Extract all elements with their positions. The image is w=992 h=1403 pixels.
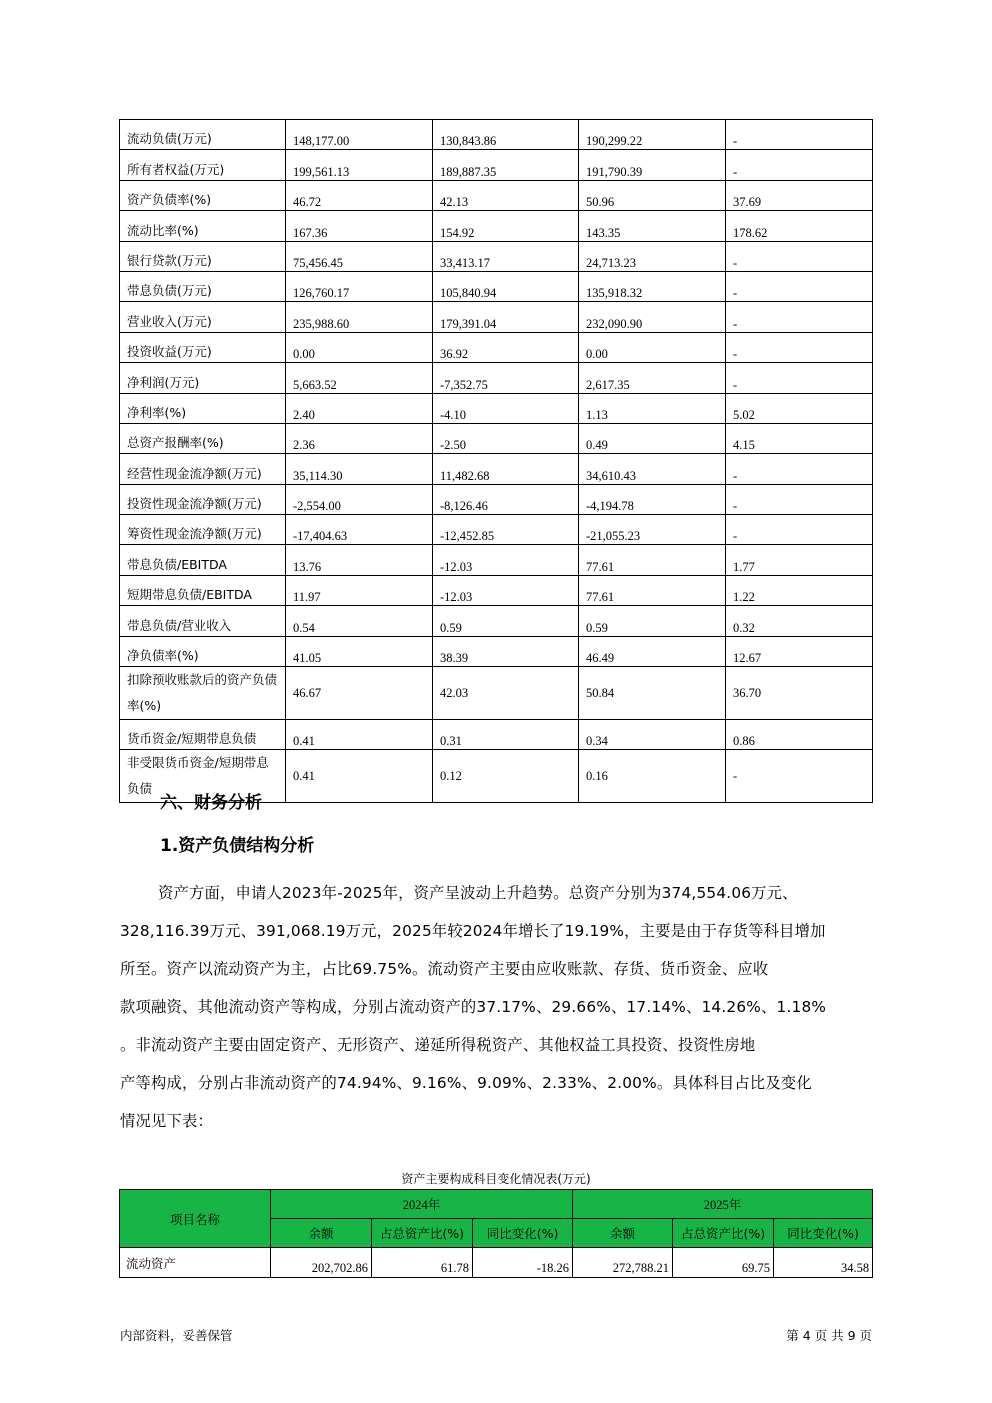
row-label: 投资收益(万元) [120,332,286,362]
row-label: 带息负债/EBITDA [120,545,286,575]
cell-value: 2.36 [286,423,433,453]
cell-value: -12,452.85 [433,515,579,545]
cell-value: 12.67 [726,636,873,666]
cell-value: 46.67 [286,667,433,720]
row-label: 流动资产 [120,1248,271,1278]
cell-value: 77.61 [579,545,726,575]
cell-value: -7,352.75 [433,363,579,393]
cell-value: 1.77 [726,545,873,575]
table-row [120,720,873,750]
cell-value: - [726,363,873,393]
table-row [120,454,873,484]
cell-value: 0.34 [579,720,726,750]
year-header: 2025年 [573,1190,873,1219]
row-label: 投资性现金流净额(万元) [120,484,286,514]
cell-value: - [726,454,873,484]
cell-value: 105,840.94 [433,271,579,301]
row-label: 营业收入(万元) [120,302,286,332]
row-label: 银行贷款(万元) [120,241,286,271]
cell-value: 37.69 [726,180,873,210]
cell-value: 189,887.35 [433,150,579,180]
table-row [120,606,873,636]
cell-value: 50.84 [579,667,726,720]
cell-value: 0.49 [579,423,726,453]
cell-value: 135,918.32 [579,271,726,301]
cell-value: 11,482.68 [433,454,579,484]
cell-value: 5.02 [726,393,873,423]
cell-value: 69.75 [673,1248,774,1278]
table-row [120,636,873,666]
table-caption: 资产主要构成科目变化情况表(万元) [401,1172,591,1186]
cell-value: 41.05 [286,636,433,666]
indicator-table [119,119,873,803]
cell-value: 178.62 [726,211,873,241]
cell-value: 232,090.90 [579,302,726,332]
row-label: 资产负债率(%) [120,180,286,210]
yoy-header: 同比变化(%) [473,1219,573,1248]
cell-value: 0.86 [726,720,873,750]
cell-value: 36.92 [433,332,579,362]
cell-value: 0.16 [579,750,726,803]
table-row [120,545,873,575]
row-label: 筹资性现金流净额(万元) [120,515,286,545]
cell-value: 0.59 [579,606,726,636]
paragraph-line: 328,116.39万元、391,068.19万元，2025年较2024年增长了19.19%，主要是由于存货等科目增加 [120,922,826,940]
cell-value: - [726,271,873,301]
row-label: 净利润(万元) [120,363,286,393]
cell-value: 0.54 [286,606,433,636]
cell-value: - [726,302,873,332]
cell-value: -2.50 [433,423,579,453]
table-row [120,302,873,332]
cell-value: 34.58 [774,1248,873,1278]
cell-value: 0.59 [433,606,579,636]
cell-value: 5,663.52 [286,363,433,393]
share-header: 占总资产比(%) [372,1219,473,1248]
asset-composition-table [119,1189,873,1278]
cell-value: 0.12 [433,750,579,803]
table-row [120,120,873,150]
year-header: 2024年 [271,1190,573,1219]
cell-value: 35,114.30 [286,454,433,484]
cell-value: - [726,332,873,362]
item-name-header: 项目名称 [120,1190,271,1248]
cell-value: - [726,120,873,150]
table-row [120,180,873,210]
cell-value: 36.70 [726,667,873,720]
cell-value: -8,126.46 [433,484,579,514]
row-label: 所有者权益(万元) [120,150,286,180]
row-label: 净负债率(%) [120,636,286,666]
analysis-paragraph [120,874,872,1140]
cell-value: 0.41 [286,750,433,803]
cell-value: 46.72 [286,180,433,210]
table-row [120,241,873,271]
table-row [120,363,873,393]
cell-value: 2,617.35 [579,363,726,393]
paragraph-line: 情况见下表： [120,1112,213,1130]
cell-value: 46.49 [579,636,726,666]
row-label: 流动负债(万元) [120,120,286,150]
balance-header: 余额 [573,1219,673,1248]
cell-value: 42.03 [433,667,579,720]
paragraph-line: 款项融资、其他流动资产等构成，分别占流动资产的37.17%、29.66%、17.14%、14.26%、1.18% [120,998,827,1016]
cell-value: 24,713.23 [579,241,726,271]
cell-value: 130,843.86 [433,120,579,150]
cell-value: -4,194.78 [579,484,726,514]
cell-value: 154.92 [433,211,579,241]
cell-value: -4.10 [433,393,579,423]
table-row [120,150,873,180]
row-label: 短期带息负债/EBITDA [120,575,286,605]
row-label: 非受限货币资金/短期带息负债 [120,750,286,803]
footer-confidential: 内部资料，妥善保管 [120,1328,233,1343]
cell-value: 34,610.43 [579,454,726,484]
balance-header: 余额 [271,1219,372,1248]
cell-value: -21,055.23 [579,515,726,545]
cell-value: - [726,750,873,803]
paragraph-line: 所至。资产以流动资产为主，占比69.75%。流动资产主要由应收账款、存货、货币资金、应收 [120,960,769,978]
cell-value: 126,760.17 [286,271,433,301]
cell-value: 190,299.22 [579,120,726,150]
cell-value: 13.76 [286,545,433,575]
cell-value: 1.13 [579,393,726,423]
row-label: 净利率(%) [120,393,286,423]
cell-value: 202,702.86 [271,1248,372,1278]
cell-value: 235,988.60 [286,302,433,332]
table-row [120,211,873,241]
section-title: 六、财务分析 [160,793,262,813]
page-number: 第 4 页 共 9 页 [786,1328,872,1343]
cell-value: 167.36 [286,211,433,241]
row-label: 经营性现金流净额(万元) [120,454,286,484]
cell-value: -12.03 [433,575,579,605]
cell-value: 143.35 [579,211,726,241]
cell-value: 77.61 [579,575,726,605]
table-row [120,575,873,605]
share-header: 占总资产比(%) [673,1219,774,1248]
cell-value: 0.00 [286,332,433,362]
cell-value: -12.03 [433,545,579,575]
cell-value: 38.39 [433,636,579,666]
table-row [120,1248,873,1278]
cell-value: 42.13 [433,180,579,210]
row-label: 总资产报酬率(%) [120,423,286,453]
cell-value: 33,413.17 [433,241,579,271]
row-label: 扣除预收账款后的资产负债率(%) [120,667,286,720]
cell-value: 61.78 [372,1248,473,1278]
row-label: 货币资金/短期带息负债 [120,720,286,750]
cell-value: 11.97 [286,575,433,605]
cell-value: 191,790.39 [579,150,726,180]
table-row [120,393,873,423]
table-row [120,332,873,362]
paragraph-line: 资产方面，申请人2023年-2025年，资产呈波动上升趋势。总资产分别为374,554.06万元、 [158,884,798,902]
cell-value: -2,554.00 [286,484,433,514]
cell-value: 0.00 [579,332,726,362]
header-row [120,1190,873,1219]
table-row [120,423,873,453]
cell-value: 179,391.04 [433,302,579,332]
cell-value: 0.31 [433,720,579,750]
row-label: 流动比率(%) [120,211,286,241]
row-label: 带息负债/营业收入 [120,606,286,636]
yoy-header: 同比变化(%) [774,1219,873,1248]
cell-value: 199,561.13 [286,150,433,180]
cell-value: - [726,484,873,514]
cell-value: 272,788.21 [573,1248,673,1278]
cell-value: 2.40 [286,393,433,423]
table-row [120,271,873,301]
cell-value: - [726,241,873,271]
table-row [120,484,873,514]
paragraph-line: 产等构成，分别占非流动资产的74.94%、9.16%、9.09%、2.33%、2.00%。具体科目占比及变化 [120,1074,812,1092]
cell-value: 50.96 [579,180,726,210]
table-row [120,515,873,545]
cell-value: -17,404.63 [286,515,433,545]
cell-value: 75,456.45 [286,241,433,271]
cell-value: - [726,150,873,180]
cell-value: 0.32 [726,606,873,636]
cell-value: 148,177.00 [286,120,433,150]
paragraph-line: 。非流动资产主要由固定资产、无形资产、递延所得税资产、其他权益工具投资、投资性房地 [120,1036,756,1054]
cell-value: -18.26 [473,1248,573,1278]
cell-value: 4.15 [726,423,873,453]
subsection-title: 1.资产负债结构分析 [160,836,315,856]
cell-value: 1.22 [726,575,873,605]
row-label: 带息负债(万元) [120,271,286,301]
cell-value: 0.41 [286,720,433,750]
cell-value: - [726,515,873,545]
table-row [120,667,873,720]
